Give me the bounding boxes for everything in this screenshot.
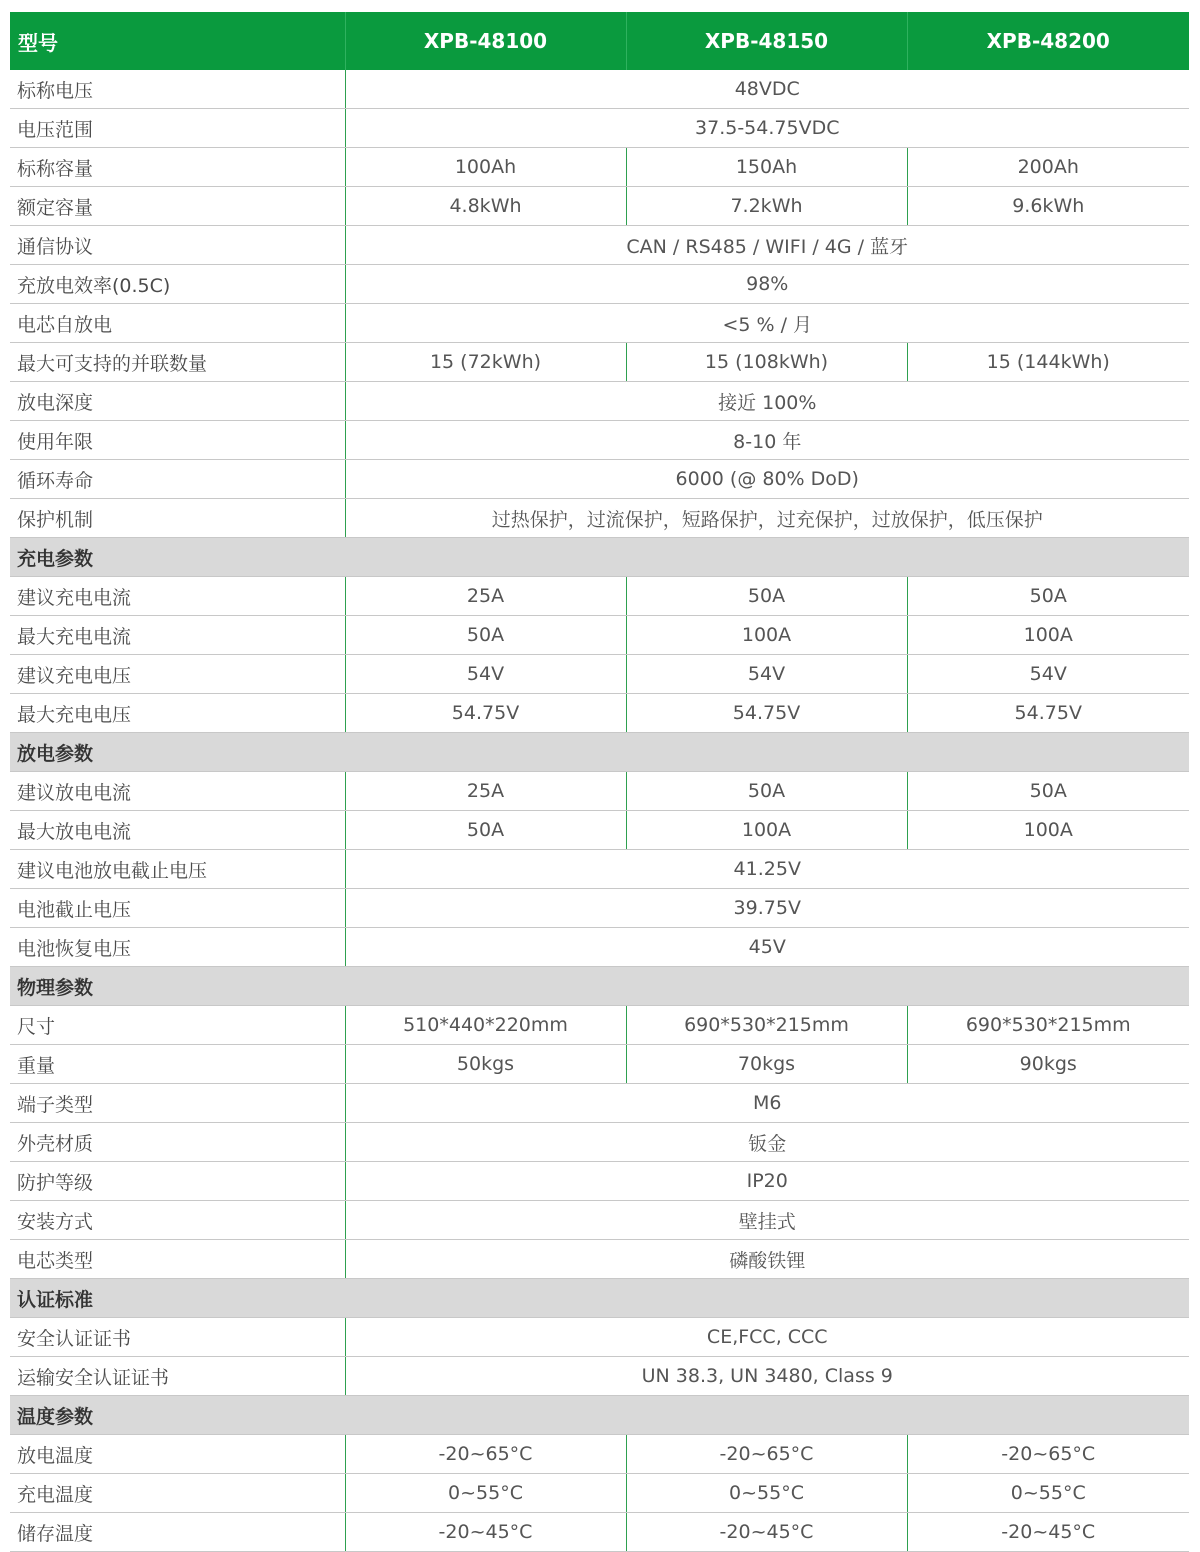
- spec-value-shared: <5 % / 月: [345, 304, 1189, 343]
- model-header: XPB-48150: [626, 12, 907, 70]
- spec-value: 50kgs: [345, 1045, 626, 1084]
- spec-label: 安装方式: [10, 1201, 345, 1240]
- spec-value: 510*440*220mm: [345, 1006, 626, 1045]
- spec-label: 充电温度: [10, 1474, 345, 1513]
- spec-label: 通信协议: [10, 226, 345, 265]
- spec-label: 充放电效率(0.5C): [10, 265, 345, 304]
- spec-value: 690*530*215mm: [626, 1006, 907, 1045]
- spec-label: 建议充电电压: [10, 655, 345, 694]
- spec-label: 电芯自放电: [10, 304, 345, 343]
- spec-value: 50A: [907, 772, 1189, 811]
- spec-row: [10, 499, 1189, 538]
- spec-value-shared: 8-10 年: [345, 421, 1189, 460]
- spec-value-shared: 39.75V: [345, 889, 1189, 928]
- spec-label: 最大充电电压: [10, 694, 345, 733]
- spec-value: -20~65°C: [345, 1435, 626, 1474]
- spec-row: [10, 577, 1189, 616]
- spec-value-shared: 41.25V: [345, 850, 1189, 889]
- spec-value: 54.75V: [345, 694, 626, 733]
- model-header: XPB-48200: [907, 12, 1189, 70]
- section-title: 充电参数: [10, 538, 1189, 577]
- spec-label: 储存温度: [10, 1513, 345, 1552]
- spec-value: 50A: [345, 811, 626, 850]
- spec-row: [10, 889, 1189, 928]
- spec-value: 50A: [626, 577, 907, 616]
- spec-row: [10, 1045, 1189, 1084]
- section-title: 放电参数: [10, 733, 1189, 772]
- spec-label: 电压范围: [10, 109, 345, 148]
- spec-row: [10, 265, 1189, 304]
- spec-value: 54V: [626, 655, 907, 694]
- spec-row: [10, 421, 1189, 460]
- spec-label: 电池恢复电压: [10, 928, 345, 967]
- spec-value-shared: CAN / RS485 / WIFI / 4G / 蓝牙: [345, 226, 1189, 265]
- spec-label: 标称容量: [10, 148, 345, 187]
- section-row: [10, 967, 1189, 1006]
- spec-value: -20~65°C: [907, 1435, 1189, 1474]
- header-row: [10, 12, 1189, 70]
- spec-row: [10, 460, 1189, 499]
- spec-value: 50A: [626, 772, 907, 811]
- spec-row: [10, 1435, 1189, 1474]
- spec-body: [10, 70, 1189, 1552]
- spec-value: 100A: [626, 616, 907, 655]
- spec-label: 安全认证证书: [10, 1318, 345, 1357]
- spec-value: 200Ah: [907, 148, 1189, 187]
- spec-label: 使用年限: [10, 421, 345, 460]
- spec-value: 25A: [345, 772, 626, 811]
- spec-value: 50A: [907, 577, 1189, 616]
- spec-row: [10, 850, 1189, 889]
- spec-label: 建议电池放电截止电压: [10, 850, 345, 889]
- spec-value: 100A: [907, 811, 1189, 850]
- section-title: 物理参数: [10, 967, 1189, 1006]
- spec-value: 100A: [626, 811, 907, 850]
- spec-row: [10, 655, 1189, 694]
- spec-label: 最大充电电流: [10, 616, 345, 655]
- spec-value: 54.75V: [626, 694, 907, 733]
- spec-row: [10, 928, 1189, 967]
- spec-value: 70kgs: [626, 1045, 907, 1084]
- section-row: [10, 1279, 1189, 1318]
- spec-label: 电芯类型: [10, 1240, 345, 1279]
- spec-value: 90kgs: [907, 1045, 1189, 1084]
- spec-label: 尺寸: [10, 1006, 345, 1045]
- spec-value: -20~45°C: [907, 1513, 1189, 1552]
- section-title: 认证标准: [10, 1279, 1189, 1318]
- spec-value: 7.2kWh: [626, 187, 907, 226]
- spec-value: 54V: [907, 655, 1189, 694]
- spec-value: 9.6kWh: [907, 187, 1189, 226]
- spec-label: 防护等级: [10, 1162, 345, 1201]
- spec-row: [10, 226, 1189, 265]
- spec-row: [10, 1474, 1189, 1513]
- spec-row: [10, 109, 1189, 148]
- spec-value: 15 (144kWh): [907, 343, 1189, 382]
- section-title: 温度参数: [10, 1396, 1189, 1435]
- spec-value: -20~45°C: [345, 1513, 626, 1552]
- spec-value: -20~45°C: [626, 1513, 907, 1552]
- spec-label: 外壳材质: [10, 1123, 345, 1162]
- spec-label: 运输安全认证证书: [10, 1357, 345, 1396]
- spec-value: -20~65°C: [626, 1435, 907, 1474]
- spec-value-shared: 过热保护，过流保护，短路保护，过充保护，过放保护，低压保护: [345, 499, 1189, 538]
- spec-value: 54.75V: [907, 694, 1189, 733]
- spec-row: [10, 304, 1189, 343]
- spec-row: [10, 811, 1189, 850]
- spec-row: [10, 187, 1189, 226]
- spec-value: 690*530*215mm: [907, 1006, 1189, 1045]
- spec-value: 0~55°C: [345, 1474, 626, 1513]
- spec-value: 50A: [345, 616, 626, 655]
- spec-label: 端子类型: [10, 1084, 345, 1123]
- spec-value-shared: 钣金: [345, 1123, 1189, 1162]
- spec-value: 100Ah: [345, 148, 626, 187]
- spec-value: 100A: [907, 616, 1189, 655]
- spec-value-shared: IP20: [345, 1162, 1189, 1201]
- spec-label: 重量: [10, 1045, 345, 1084]
- spec-row: [10, 70, 1189, 109]
- spec-label: 放电温度: [10, 1435, 345, 1474]
- section-row: [10, 1396, 1189, 1435]
- spec-value: 25A: [345, 577, 626, 616]
- section-row: [10, 538, 1189, 577]
- spec-value-shared: 壁挂式: [345, 1201, 1189, 1240]
- spec-value: 4.8kWh: [345, 187, 626, 226]
- spec-row: [10, 1162, 1189, 1201]
- spec-value: 54V: [345, 655, 626, 694]
- spec-label: 电池截止电压: [10, 889, 345, 928]
- spec-row: [10, 772, 1189, 811]
- spec-value-shared: 6000 (@ 80% DoD): [345, 460, 1189, 499]
- spec-value-shared: 98%: [345, 265, 1189, 304]
- spec-label: 最大放电电流: [10, 811, 345, 850]
- spec-row: [10, 694, 1189, 733]
- spec-value: 0~55°C: [907, 1474, 1189, 1513]
- spec-row: [10, 343, 1189, 382]
- spec-row: [10, 616, 1189, 655]
- spec-table: [10, 12, 1189, 1552]
- model-header: XPB-48100: [345, 12, 626, 70]
- spec-value: 15 (72kWh): [345, 343, 626, 382]
- spec-label: 建议放电电流: [10, 772, 345, 811]
- spec-row: [10, 1201, 1189, 1240]
- spec-value: 0~55°C: [626, 1474, 907, 1513]
- section-row: [10, 733, 1189, 772]
- spec-value-shared: CE,FCC, CCC: [345, 1318, 1189, 1357]
- spec-row: [10, 1318, 1189, 1357]
- header-label: 型号: [10, 12, 345, 70]
- spec-label: 放电深度: [10, 382, 345, 421]
- spec-row: [10, 1513, 1189, 1552]
- spec-row: [10, 1123, 1189, 1162]
- spec-label: 最大可支持的并联数量: [10, 343, 345, 382]
- spec-label: 标称电压: [10, 70, 345, 109]
- spec-row: [10, 1006, 1189, 1045]
- spec-value-shared: 磷酸铁锂: [345, 1240, 1189, 1279]
- spec-value-shared: 48VDC: [345, 70, 1189, 109]
- spec-value-shared: UN 38.3, UN 3480, Class 9: [345, 1357, 1189, 1396]
- spec-row: [10, 1084, 1189, 1123]
- spec-label: 循环寿命: [10, 460, 345, 499]
- spec-label: 额定容量: [10, 187, 345, 226]
- spec-row: [10, 1240, 1189, 1279]
- spec-row: [10, 148, 1189, 187]
- spec-value: 150Ah: [626, 148, 907, 187]
- spec-row: [10, 382, 1189, 421]
- spec-row: [10, 1357, 1189, 1396]
- spec-value-shared: 37.5-54.75VDC: [345, 109, 1189, 148]
- spec-value-shared: 接近 100%: [345, 382, 1189, 421]
- spec-value-shared: M6: [345, 1084, 1189, 1123]
- spec-label: 建议充电电流: [10, 577, 345, 616]
- spec-value-shared: 45V: [345, 928, 1189, 967]
- spec-value: 15 (108kWh): [626, 343, 907, 382]
- spec-label: 保护机制: [10, 499, 345, 538]
